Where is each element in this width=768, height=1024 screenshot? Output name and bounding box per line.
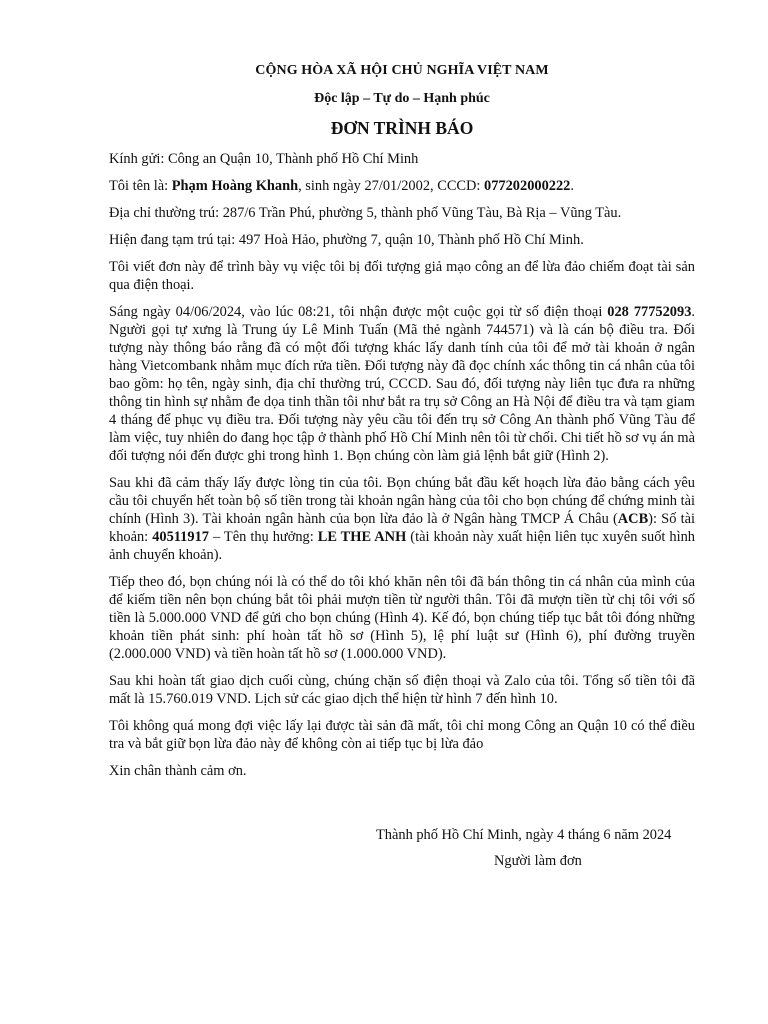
intro-suffix: .: [570, 178, 574, 194]
account-number: 40511917: [152, 529, 209, 545]
beneficiary-name: LE THE ANH: [317, 529, 407, 545]
transfer-part4: (tài khoản này xuất hiện liên tục xuyên suốt hình ảnh chuyển khoản).: [109, 529, 695, 563]
signer-label: Người làm đơn: [494, 853, 582, 869]
document-title: ĐƠN TRÌNH BÁO: [330, 118, 474, 138]
id-number: 077202000222: [484, 178, 571, 194]
bank-code: ACB: [617, 511, 649, 527]
place-date: Thành phố Hồ Chí Minh, ngày 4 tháng 6 năm 2024: [376, 827, 672, 843]
transfer-paragraph: [109, 474, 695, 564]
payments-paragraph: Tiếp theo đó, bọn chúng nói là có thể do tôi khó khăn nên tôi đã bán thông tin cá nhân của mình của để kiếm tiền nên bọn chúng bắt tôi phải mượn tiền từ người thân. Tôi đã mượn tiền từ chị tôi với số tiền là 5.000.000 VND để gửi cho bọn chúng (Hình 4). Kế đó, bọn chúng tiếp tục bắt tôi đóng những khoản tiền phát sinh: phí hoàn tất hồ sơ (Hình 5), lệ phí luật sư (Hình 6), phí đường truyền (2.000.000 VND) và tiền hoàn tất hồ sơ (1.000.000 VND).: [109, 574, 695, 662]
transfer-part1: Sau khi đã cảm thấy lấy được lòng tin của tôi. Bọn chúng bắt đầu kết hoạch lừa đảo bằng cách yêu cầu tôi chuyển hết toàn bộ số tiền trong tài khoản ngân hàng của tôi cho bọn chúng để chứng minh tài chính (Hình 3). Tài khoản ngân hành của bọn lừa đảo là ở Ngân hàng TMCP Á Châu (: [109, 475, 695, 527]
permanent-address: Địa chỉ thường trú: 287/6 Trần Phú, phường 5, thành phố Vũng Tàu, Bà Rịa – Vũng Tàu.: [109, 205, 622, 221]
motto-heading: Độc lập – Tự do – Hạnh phúc: [314, 91, 490, 106]
country-heading: CỘNG HÒA XÃ HỘI CHỦ NGHĨA VIỆT NAM: [255, 63, 549, 78]
purpose-paragraph: Tôi viết đơn này để trình bày vụ việc tôi bị đối tượng giả mạo công an để lừa đảo chiếm đoạt tài sản qua điện thoại.: [109, 259, 695, 293]
intro-line: [109, 177, 695, 195]
temporary-address: Hiện đang tạm trú tại: 497 Hoà Hảo, phường 7, quận 10, Thành phố Hồ Chí Minh.: [109, 232, 584, 248]
recipient-line: Kính gửi: Công an Quận 10, Thành phố Hồ Chí Minh: [109, 151, 419, 167]
incident-paragraph: [109, 303, 695, 465]
applicant-name: Phạm Hoàng Khanh: [171, 178, 299, 194]
loss-paragraph: Sau khi hoàn tất giao dịch cuối cùng, chúng chặn số điện thoại và Zalo của tôi. Tổng số tiền tôi đã mất là 15.760.019 VND. Lịch sử các giao dịch thể hiện từ hình 7 đến hình 10.: [109, 673, 695, 707]
transfer-part2: ): Số tài khoản:: [109, 511, 695, 545]
document-body: [109, 63, 695, 789]
intro-middle: , sinh ngày 27/01/2002, CCCD:: [298, 178, 485, 194]
closing-line: Xin chân thành cảm ơn.: [109, 763, 247, 779]
request-paragraph: Tôi không quá mong đợi việc lấy lại được tài sản đã mất, tôi chỉ mong Công an Quận 10 có thể điều tra và bắt giữ bọn lừa đảo này để không còn ai tiếp tục bị lừa đảo: [109, 718, 695, 752]
incident-before: Sáng ngày 04/06/2024, vào lúc 08:21, tôi nhận được một cuộc gọi từ số điện thoại: [109, 304, 608, 320]
intro-prefix: Tôi tên là:: [109, 178, 172, 194]
transfer-part3: – Tên thụ hưởng:: [208, 529, 318, 545]
scam-phone-number: 028 77752093: [607, 304, 692, 320]
incident-after: . Người gọi tự xưng là Trung úy Lê Minh Tuấn (Mã thẻ ngành 744571) và là cán bộ điều tra. Đối tượng này thông báo rằng đã có một đối tượng khác lấy danh tính của tôi để mở tài khoản ở ngân hàng Vietcombank nhằm mục đích rửa tiền. Đối tượng này đã đọc chính xác thông tin cá nhân của tôi bao gồm: họ tên, ngày sinh, địa chỉ thường trú, CCCD. Sau đó, đối tượng này liên tục đưa ra những thông tin hình sự nhằm đe dọa tinh thần tôi như bắt ra trụ sở Công an Hà Nội để điều tra và tạm giam 4 tháng để phục vụ điều tra. Đối tượng này yêu cầu tôi đến trụ sở Công An thành phố Vũng Tàu để làm việc, tuy nhiên do đang học tập ở thành phố Hồ Chí Minh nên tôi từ chối. Chi tiết hồ sơ vụ án mà đối tượng nói đến được ghi trong hình 1. Bọn chúng còn làm giả lệnh bắt giữ (Hình 2).: [109, 304, 696, 464]
